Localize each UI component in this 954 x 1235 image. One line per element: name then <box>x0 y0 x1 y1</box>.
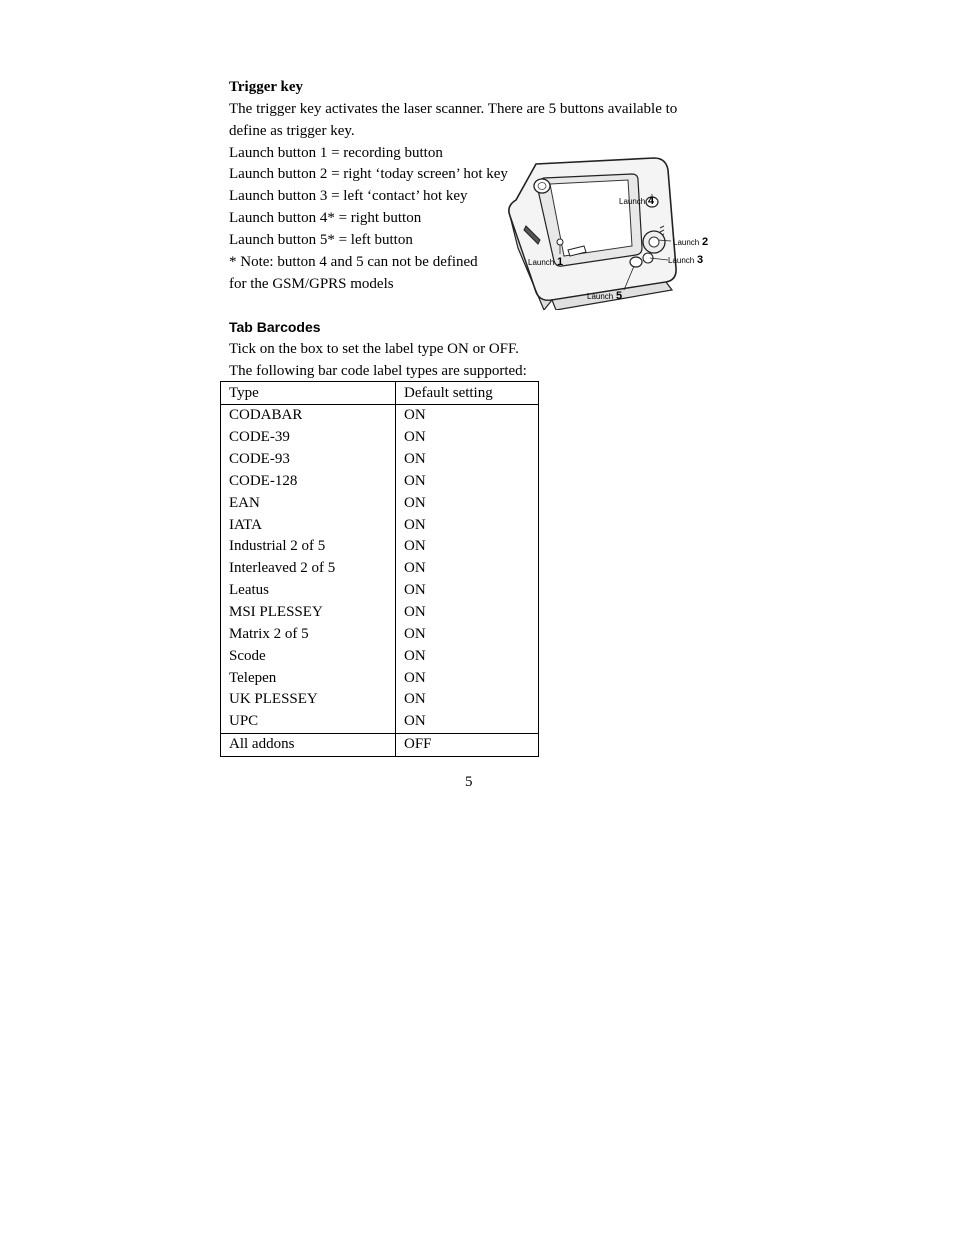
cell-type: Matrix 2 of 5 <box>221 623 396 645</box>
cell-default: ON <box>404 669 426 686</box>
cell-type: UPC <box>221 711 396 733</box>
launch-button-1-text: Launch button 1 = recording button <box>229 145 443 161</box>
table-row <box>221 623 539 645</box>
cell-default: ON <box>404 691 426 708</box>
cell-type: CODE-39 <box>221 427 396 449</box>
paragraph-line: The trigger key activates the laser scanner. There are 5 buttons available to <box>229 101 678 117</box>
cell-type: Interleaved 2 of 5 <box>221 558 396 580</box>
launch-number-1: 1 <box>557 256 564 268</box>
cell-default: ON <box>404 625 426 642</box>
cell-default: ON <box>404 451 426 468</box>
header-type: Type <box>221 382 396 405</box>
table-row <box>221 558 539 580</box>
cell-default: ON <box>404 516 426 533</box>
table-row <box>221 471 539 493</box>
cell-default: ON <box>404 472 426 489</box>
table-header-row <box>221 382 539 405</box>
table-row <box>221 492 539 514</box>
pda-device-illustration <box>496 150 726 310</box>
paragraph-line: define as trigger key. <box>229 123 355 139</box>
launch-number-2: 2 <box>702 236 709 248</box>
paragraph-line: Tick on the box to set the label type ON or OFF. <box>229 341 519 357</box>
launch-label-3: Launch <box>668 256 695 265</box>
launch-label-2: Launch <box>673 238 700 247</box>
table-row <box>221 580 539 602</box>
barcode-types-table <box>220 381 539 757</box>
cell-type: Telepen <box>221 667 396 689</box>
cell-type: Industrial 2 of 5 <box>221 536 396 558</box>
table-row <box>221 689 539 711</box>
launch-button-3-text: Launch button 3 = left ‘contact’ hot key <box>229 188 468 204</box>
launch-number-3: 3 <box>697 254 704 266</box>
cell-default: ON <box>404 494 426 511</box>
cell-type: EAN <box>221 492 396 514</box>
page-number: 5 <box>465 774 473 790</box>
table-row <box>221 602 539 624</box>
cell-default: ON <box>404 538 426 555</box>
table-row <box>221 667 539 689</box>
cell-type: Scode <box>221 645 396 667</box>
table-row <box>221 645 539 667</box>
cell-type: Leatus <box>221 580 396 602</box>
launch-label-1: Launch <box>528 258 555 267</box>
launch-button-5-text: Launch button 5* = left button <box>229 232 413 248</box>
cell-type: UK PLESSEY <box>221 689 396 711</box>
launch-label-4: Launch <box>619 197 646 206</box>
table-row <box>221 711 539 733</box>
cell-type: CODABAR <box>221 405 396 427</box>
section-title-tab-barcodes: Tab Barcodes <box>229 319 321 335</box>
cell-type: CODE-128 <box>221 471 396 493</box>
cell-default: ON <box>404 407 426 424</box>
launch-button-4-text: Launch button 4* = right button <box>229 210 422 226</box>
cell-type: CODE-93 <box>221 449 396 471</box>
launch-number-4: 4 <box>648 195 655 207</box>
launch-label-5: Launch <box>587 292 614 301</box>
cell-default: ON <box>404 647 426 664</box>
table-row <box>221 427 539 449</box>
launch-number-5: 5 <box>616 290 623 302</box>
table-row <box>221 405 539 427</box>
cell-default: ON <box>404 604 426 621</box>
section-title-trigger-key: Trigger key <box>229 79 304 95</box>
cell-default: ON <box>404 582 426 599</box>
cell-default: ON <box>404 560 426 577</box>
cell-default: ON <box>404 429 426 446</box>
header-default-setting: Default setting <box>396 382 539 405</box>
cell-type: IATA <box>221 514 396 536</box>
launch-button-2-text: Launch button 2 = right ‘today screen’ hot key <box>229 166 508 182</box>
table-row <box>221 514 539 536</box>
cell-default: ON <box>404 713 426 730</box>
note-text: for the GSM/GPRS models <box>229 276 394 292</box>
cell-default: OFF <box>396 733 539 756</box>
cell-type: MSI PLESSEY <box>221 602 396 624</box>
note-text: * Note: button 4 and 5 can not be defined <box>229 254 478 270</box>
table-row <box>221 449 539 471</box>
cell-type: All addons <box>221 733 396 756</box>
table-row <box>221 536 539 558</box>
paragraph-line: The following bar code label types are supported: <box>229 363 527 379</box>
table-row-all-addons <box>221 733 539 756</box>
